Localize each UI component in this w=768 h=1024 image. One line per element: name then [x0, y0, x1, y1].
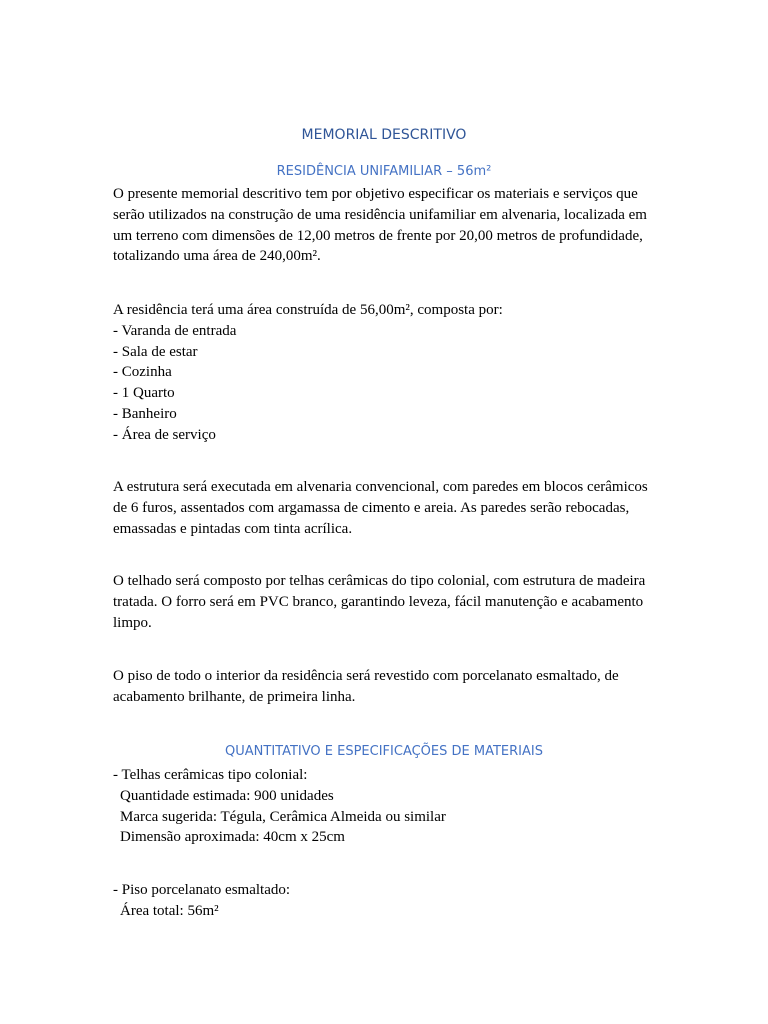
tiles-detail: Dimensão aproximada: 40cm x 25cm: [120, 829, 345, 846]
structure-line: A estrutura será executada em alvenaria convencional, com paredes em blocos cerâmicos: [113, 479, 648, 495]
porcelain-header: - Piso porcelanato esmaltado:: [113, 882, 291, 898]
tiles-detail: Quantidade estimada: 900 unidades: [120, 787, 334, 804]
tiles-detail: Marca sugerida: Tégula, Cerâmica Almeida ou similar: [120, 808, 446, 825]
intro-line: O presente memorial descritivo tem por objetivo especificar os materiais e serviços que: [113, 186, 638, 202]
tiles-header: - Telhas cerâmicas tipo colonial:: [113, 767, 308, 783]
roof-line: limpo.: [113, 614, 152, 631]
roof-paragraph: [113, 571, 658, 633]
tiles-spec: [113, 765, 658, 848]
intro-line: um terreno com dimensões de 12,00 metros de frente por 20,00 metros de profundidade,: [113, 227, 643, 244]
rooms-section: [113, 300, 658, 446]
intro-paragraph: [113, 184, 658, 267]
room-list-item: - Cozinha: [113, 364, 172, 381]
document-subtitle: RESIDÊNCIA UNIFAMILIAR – 56m²: [276, 164, 492, 179]
structure-paragraph: [113, 477, 658, 539]
room-list-item: - Área de serviço: [113, 426, 216, 443]
intro-line: totalizando uma área de 240,00m².: [113, 248, 321, 265]
materials-heading: QUANTITATIVO E ESPECIFICAÇÕES DE MATERIAIS: [225, 744, 543, 759]
structure-line: emassadas e pintadas com tinta acrílica.: [113, 520, 353, 537]
roof-line: tratada. O forro será em PVC branco, garantindo leveza, fácil manutenção e acabamento: [113, 593, 644, 610]
structure-line: de 6 furos, assentados com argamassa de cimento e areia. As paredes serão rebocadas,: [113, 499, 630, 516]
roof-line: O telhado será composto por telhas cerâmicas do tipo colonial, com estrutura de madeira: [113, 573, 646, 589]
room-list-item: - Varanda de entrada: [113, 322, 237, 339]
room-list-item: - Banheiro: [113, 405, 177, 422]
intro-line: serão utilizados na construção de uma residência unifamiliar em alvenaria, localizada em: [113, 206, 647, 223]
room-list-item: - Sala de estar: [113, 343, 198, 360]
rooms-intro: A residência terá uma área construída de 56,00m², composta por:: [113, 302, 503, 318]
porcelain-spec: [113, 880, 658, 922]
floor-paragraph: [113, 666, 658, 708]
floor-line: acabamento brilhante, de primeira linha.: [113, 688, 356, 705]
document-title: MEMORIAL DESCRITIVO: [301, 127, 467, 143]
porcelain-detail: Área total: 56m²: [120, 902, 219, 919]
floor-line: O piso de todo o interior da residência será revestido com porcelanato esmaltado, de: [113, 668, 619, 684]
room-list-item: - 1 Quarto: [113, 385, 175, 402]
